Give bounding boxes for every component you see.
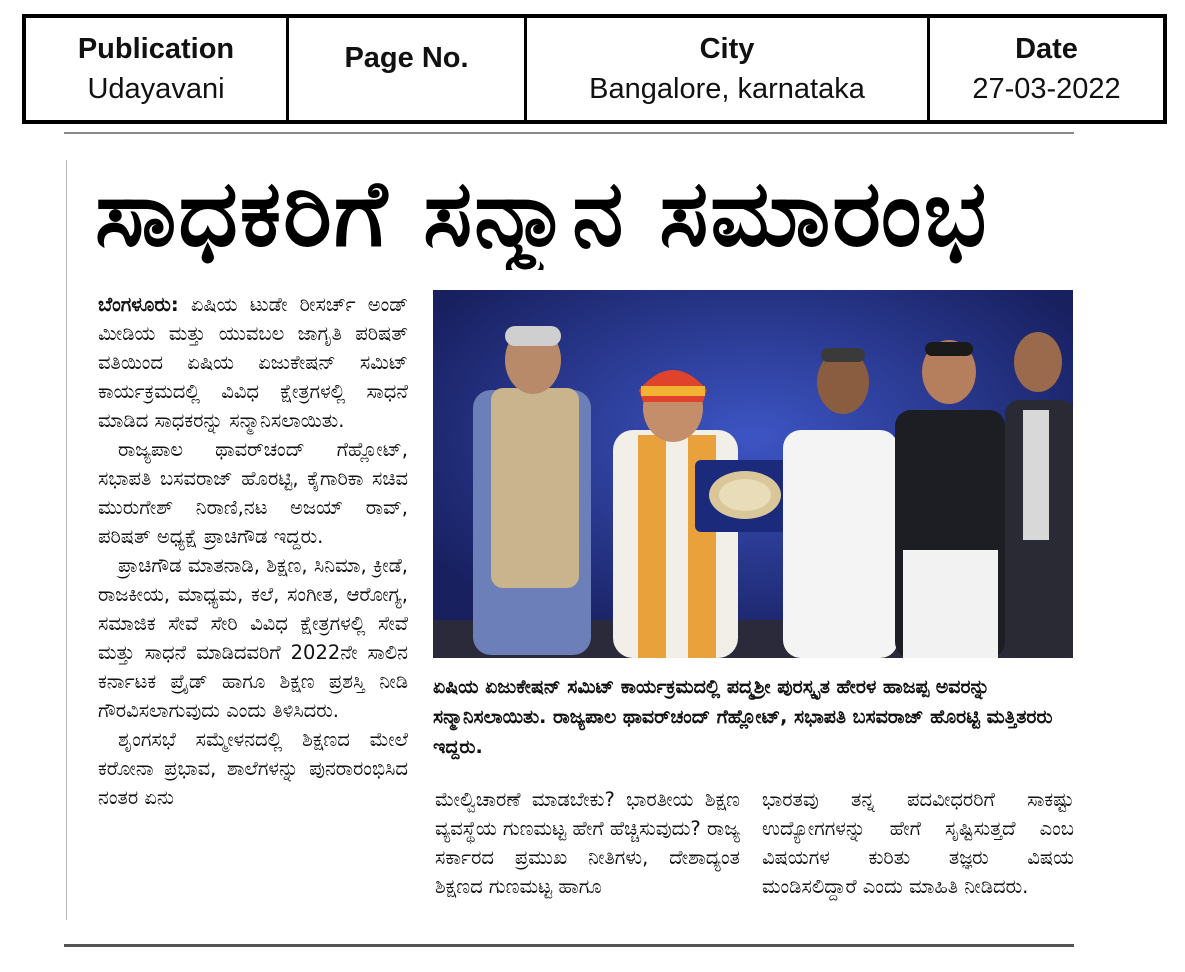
top-divider [64,132,1074,134]
headline: ಸಾಧಕರಿಗೆ ಸನ್ಮಾನ ಸಮಾರಂಭ [95,160,989,267]
page-number-cell [289,18,527,120]
article-paragraph-2: ರಾಜ್ಯಪಾಲ ಥಾವರ್‌ಚಂದ್ ಗೆಹ್ಲೋಟ್, ಸಭಾಪತಿ ಬಸವರಾಜ್ ಹೊರಟ್ಟಿ, ಕೈಗಾರಿಕಾ ಸಚಿವ ಮುರುಗೇಶ್ ನಿರಾಣಿ,ನಟ ಅಜಯ್ ರಾವ್, ಪರಿಷತ್ ಅಧ್ಯಕ್ಷೆ ಪ್ರಾಚಿಗೌಡ ಇದ್ದರು. [98,438,408,548]
article-column-middle: ಮೇಲ್ವಿಚಾರಣೆ ಮಾಡಬೇಕು? ಭಾರತೀಯ ಶಿಕ್ಷಣ ವ್ಯವಸ್ಥೆಯ ಗುಣಮಟ್ಟ ಹೇಗೆ ಹೆಚ್ಚಿಸುವುದು? ರಾಜ್ಯ ಸರ್ಕಾರದ ಪ್ರಮುಖ ನೀತಿಗಳು, ದೇಶಾದ್ಯಂತ ಶಿಕ್ಷಣದ ಗುಣಮಟ್ಟ ಹಾಗೂ [435,788,740,898]
paragraph-1-text: ಏಷಿಯ ಟುಡೇ ರೀಸರ್ಚ್ ಅಂಡ್ ಮೀಡಿಯ ಮತ್ತು ಯುವಬಲ ಜಾಗೃತಿ ಪರಿಷತ್ ವತಿಯಿಂದ ಏಷಿಯ ಏಜುಕೇಷನ್ ಸಮಿಟ್ ಕಾರ್ಯಕ್ರಮದಲ್ಲಿ ವಿವಿಧ ಕ್ಷೇತ್ರಗಳಲ್ಲಿ ಸಾಧನೆ ಮಾಡಿದ ಸಾಧಕರನ್ನು ಸನ್ಮಾನಿಸಲಾಯಿತು. [98,293,408,432]
dateline: ಬೆಂಗಳೂರು: [98,293,179,316]
article-column-right: ಭಾರತವು ತನ್ನ ಪದವೀಧರರಿಗೆ ಸಾಕಷ್ಟು ಉದ್ಯೋಗಗಳನ್ನು ಹೇಗೆ ಸೃಷ್ಟಿಸುತ್ತದೆ ಎಂಬ ವಿಷಯಗಳ ಕುರಿತು ತಜ್ಞರು ವಿಷಯ ಮಂಡಿಸಲಿದ್ದಾರೆ ಎಂದು ಮಾಹಿತಿ ನೀಡಿದರು. [762,788,1074,898]
event-photo-illustration [433,290,1073,658]
publication-value: Udayavani [87,73,225,105]
date-label: Date [1015,32,1078,65]
metadata-table [22,14,1167,124]
article-paragraph-1 [98,290,408,435]
city-cell [527,18,930,120]
publication-label: Publication [77,32,235,65]
bottom-divider [64,944,1074,947]
left-margin-line [66,160,67,920]
photo-caption: ಏಷಿಯ ಏಜುಕೇಷನ್ ಸಮಿಟ್ ಕಾರ್ಯಕ್ರಮದಲ್ಲಿ ಪದ್ಮಶ್ರೀ ಪುರಸ್ಕೃತ ಹೇರಳ ಹಾಜಪ್ಪ ಅವರನ್ನು ಸನ್ಮಾನಿಸಲಾಯಿತು. ರಾಜ್ಯಪಾಲ ಥಾವರ್‌ಚಂದ್ ಗೆಹ್ಲೋಟ್, ಸಭಾಪತಿ ಬಸವರಾಜ್ ಹೊರಟ್ಟಿ ಮತ್ತಿತರರು ಇದ್ದರು. [433,676,1053,758]
date-cell [930,18,1163,120]
page-number-label: Page No. [344,42,469,74]
publication-cell [26,18,289,120]
event-photo [433,290,1073,658]
date-value: 27-03-2022 [972,73,1121,105]
article-paragraph-3: ಪ್ರಾಚಿಗೌಡ ಮಾತನಾಡಿ, ಶಿಕ್ಷಣ, ಸಿನಿಮಾ, ಕ್ರೀಡೆ, ರಾಜಕೀಯ, ಮಾಧ್ಯಮ, ಕಲೆ, ಸಂಗೀತ, ಆರೋಗ್ಯ, ಸಮಾಜಿಕ ಸೇವೆ ಸೇರಿ ವಿವಿಧ ಕ್ಷೇತ್ರಗಳಲ್ಲಿ ಸೇವೆ ಮತ್ತು ಸಾಧನೆ ಮಾಡಿದವರಿಗೆ 2022ನೇ ಸಾಲಿನ ಕರ್ನಾಟಕ ಪ್ರೈಡ್ ಹಾಗೂ ಶಿಕ್ಷಣ ಪ್ರಶಸ್ತಿ ನೀಡಿ ಗೌರವಿಸಲಾಗುವುದು ಎಂದು ತಿಳಿಸಿದರು. [98,554,408,722]
article-paragraph-4: ಶೃಂಗಸಭೆ ಸಮ್ಮೇಳನದಲ್ಲಿ ಶಿಕ್ಷಣದ ಮೇಲೆ ಕರೋನಾ ಪ್ರಭಾವ, ಶಾಲೆಗಳನ್ನು ಪುನರಾರಂಭಿಸಿದ ನಂತರ ಏನು [98,728,408,809]
city-label: City [699,32,755,65]
article-column-left [98,290,408,930]
city-value: Bangalore, karnataka [589,73,865,105]
